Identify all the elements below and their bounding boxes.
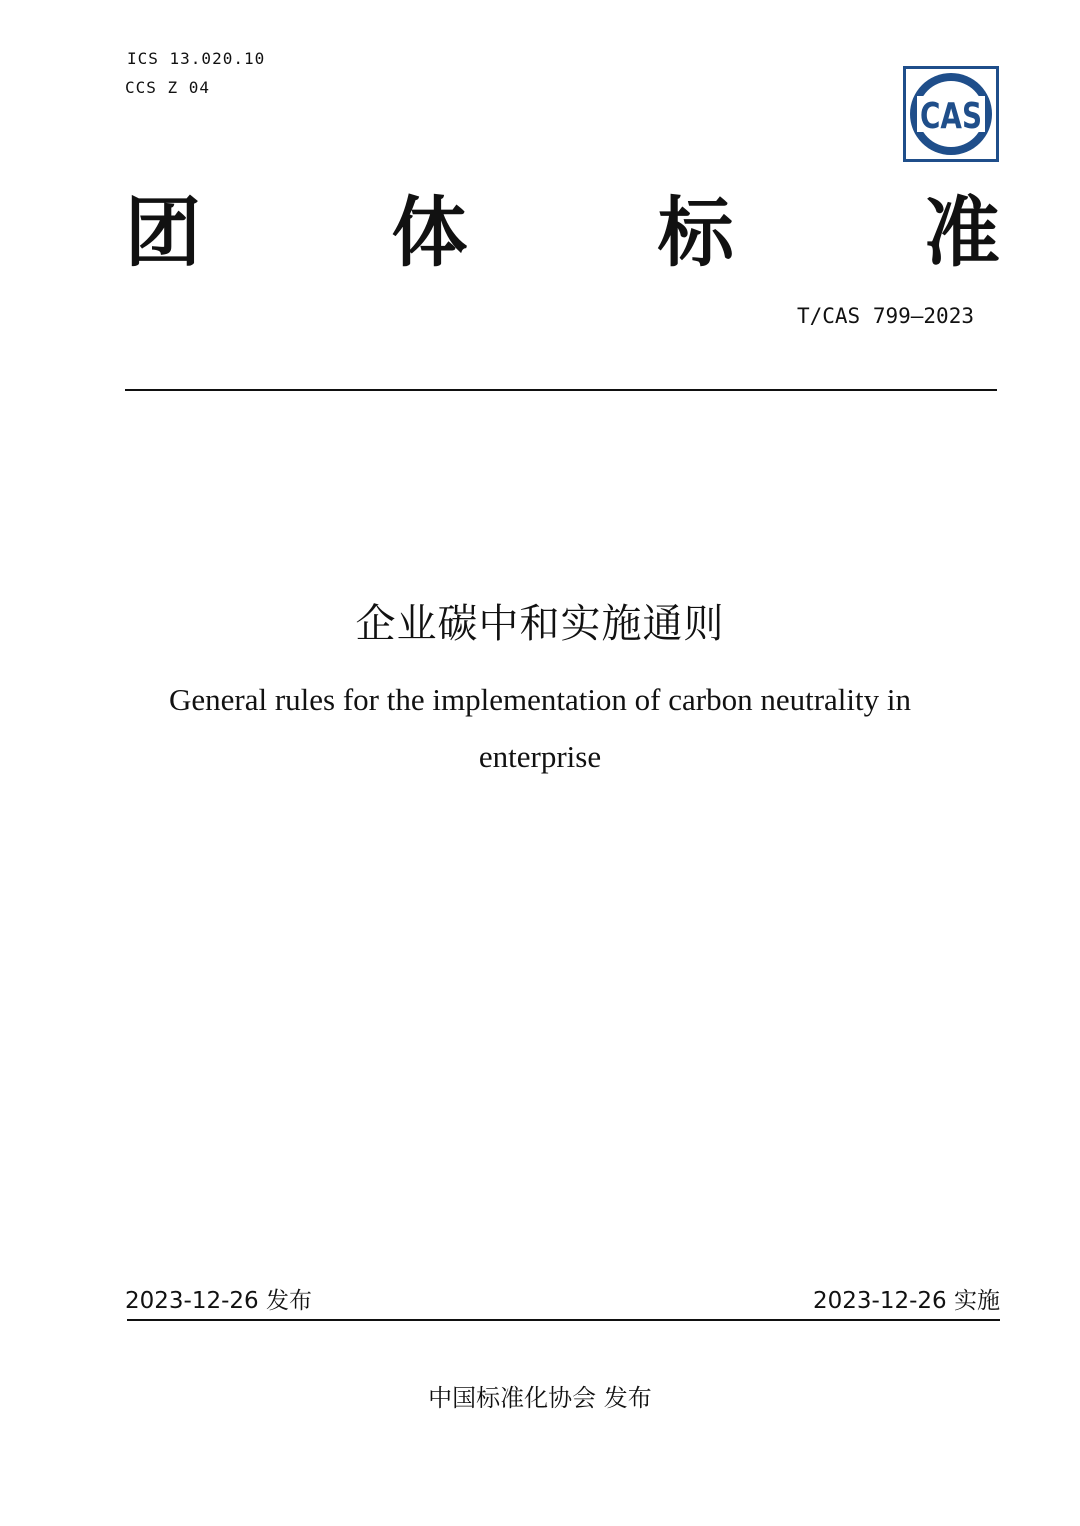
standard-code: T/CAS 799—2023 bbox=[796, 304, 974, 328]
title-english-line: General rules for the implementation of carbon neutrality in bbox=[168, 682, 912, 717]
standard-type-heading bbox=[125, 188, 1000, 278]
title-english-line: enterprise bbox=[478, 739, 602, 774]
title-english bbox=[130, 671, 950, 785]
top-divider bbox=[125, 389, 997, 391]
logo-text: CAS bbox=[920, 96, 982, 137]
ccs-code: CCS Z 04 bbox=[125, 78, 211, 97]
standard-type-char: 准 bbox=[923, 188, 1000, 277]
standard-type-char: 体 bbox=[391, 188, 468, 277]
implementation-date: 2023-12-26 实施 bbox=[813, 1288, 1000, 1314]
publisher: 中国标准化协会 发布 bbox=[428, 1384, 652, 1412]
cas-logo bbox=[903, 66, 999, 162]
ics-code: ICS 13.020.10 bbox=[127, 49, 266, 68]
bottom-divider bbox=[127, 1319, 1000, 1321]
publish-date: 2023-12-26 发布 bbox=[125, 1288, 312, 1314]
title-chinese: 企业碳中和实施通则 bbox=[355, 601, 725, 647]
standard-type-char: 团 bbox=[125, 188, 201, 277]
standard-type-char: 标 bbox=[657, 188, 734, 277]
